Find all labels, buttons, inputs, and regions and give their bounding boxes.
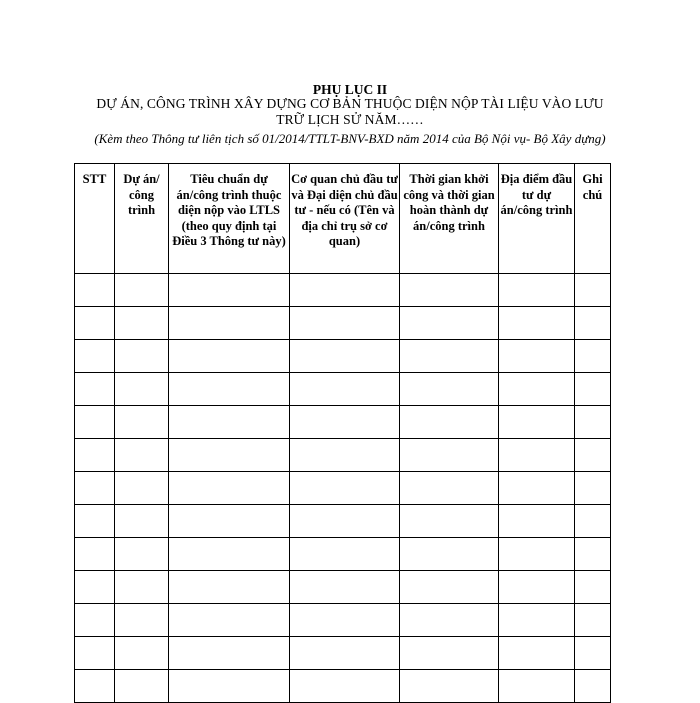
table-row [75,538,611,571]
table-cell [499,604,575,637]
table-cell [115,274,169,307]
table-cell [115,538,169,571]
table-cell [290,307,400,340]
table-cell [499,274,575,307]
table-cell [75,637,115,670]
table-cell [75,274,115,307]
table-cell [400,439,499,472]
table-cell [75,604,115,637]
table-cell [400,373,499,406]
table-cell [75,373,115,406]
table-cell [499,505,575,538]
table-cell [400,472,499,505]
table-cell [290,505,400,538]
table-cell [169,406,290,439]
table-cell [75,505,115,538]
document-heading [80,96,620,128]
table-cell [115,670,169,703]
table-cell [115,439,169,472]
table-cell [75,439,115,472]
table-cell [290,670,400,703]
column-header-stt: STT [75,164,115,274]
table-cell [169,472,290,505]
table-cell [499,373,575,406]
table-cell [169,538,290,571]
table-cell [499,670,575,703]
table-cell [115,340,169,373]
table-cell [499,538,575,571]
table-cell [290,571,400,604]
table-cell [169,604,290,637]
table-body [75,274,611,703]
table-cell [115,637,169,670]
table-cell [400,307,499,340]
table-cell [400,538,499,571]
table-row [75,604,611,637]
column-header-criteria: Tiêu chuẩn dự án/công trình thuộc diện nộp vào LTLS (theo quy định tại Điều 3 Thông tư này) [169,164,290,274]
table-cell [169,670,290,703]
appendix-title: PHỤ LỤC II [312,82,388,97]
table-cell [575,439,611,472]
table-cell [575,406,611,439]
table-cell [400,604,499,637]
table-cell [290,340,400,373]
table-row [75,439,611,472]
table-cell [75,472,115,505]
table-row [75,505,611,538]
table-cell [575,571,611,604]
table-cell [115,307,169,340]
table-cell [115,406,169,439]
table-cell [75,307,115,340]
table-cell [499,406,575,439]
table-cell [290,604,400,637]
table-cell [169,505,290,538]
table-row [75,274,611,307]
table-cell [115,505,169,538]
table-cell [499,571,575,604]
table-row [75,637,611,670]
table-cell [290,439,400,472]
document-heading-line-2: TRỮ LỊCH SỬ NĂM…… [276,112,424,127]
document-note: (Kèm theo Thông tư liên tịch số 01/2014/TTLT-BNV-BXD năm 2014 của Bộ Nội vụ- Bộ Xây dựng) [94,131,606,146]
column-header-location: Địa điểm đầu tư dự án/công trình [499,164,575,274]
table-cell [115,571,169,604]
table-cell [115,373,169,406]
table-cell [575,505,611,538]
table-cell [290,538,400,571]
table-cell [290,373,400,406]
table-cell [575,472,611,505]
table-cell [400,670,499,703]
table-cell [575,340,611,373]
table-row [75,307,611,340]
table-cell [400,505,499,538]
table-cell [169,274,290,307]
table-cell [575,538,611,571]
table-header-row [75,164,611,274]
table-cell [75,538,115,571]
table-row [75,373,611,406]
table-cell [290,274,400,307]
table-row [75,571,611,604]
column-header-timeline: Thời gian khởi công và thời gian hoàn thành dự án/công trình [400,164,499,274]
table-cell [169,439,290,472]
table-cell [115,604,169,637]
table-cell [400,637,499,670]
document-heading-line-1: DỰ ÁN, CÔNG TRÌNH XÂY DỰNG CƠ BẢN THUỘC DIỆN NỘP TÀI LIỆU VÀO LƯU [96,96,604,111]
table-cell [169,637,290,670]
table-cell [75,670,115,703]
table-cell [575,274,611,307]
table-cell [499,637,575,670]
table-cell [169,307,290,340]
table-cell [575,637,611,670]
project-table [74,163,611,703]
table-row [75,340,611,373]
table-cell [575,307,611,340]
table-cell [169,340,290,373]
table-cell [575,670,611,703]
table-cell [115,472,169,505]
table-row [75,670,611,703]
table-cell [499,340,575,373]
table-cell [290,406,400,439]
table-cell [499,472,575,505]
table-cell [75,340,115,373]
table-cell [499,307,575,340]
table-cell [575,373,611,406]
table-cell [169,571,290,604]
table-cell [400,406,499,439]
column-header-project: Dự án/ công trình [115,164,169,274]
column-header-notes: Ghi chú [575,164,611,274]
table-row [75,472,611,505]
table-cell [75,406,115,439]
table-cell [169,373,290,406]
table-cell [290,472,400,505]
table-cell [290,637,400,670]
table-cell [75,571,115,604]
table-cell [499,439,575,472]
table-row [75,406,611,439]
table-cell [400,274,499,307]
column-header-investor: Cơ quan chủ đầu tư và Đại diện chủ đầu tư - nếu có (Tên và địa chỉ trụ sở cơ quan) [290,164,400,274]
table-cell [400,571,499,604]
table-cell [575,604,611,637]
table-cell [400,340,499,373]
